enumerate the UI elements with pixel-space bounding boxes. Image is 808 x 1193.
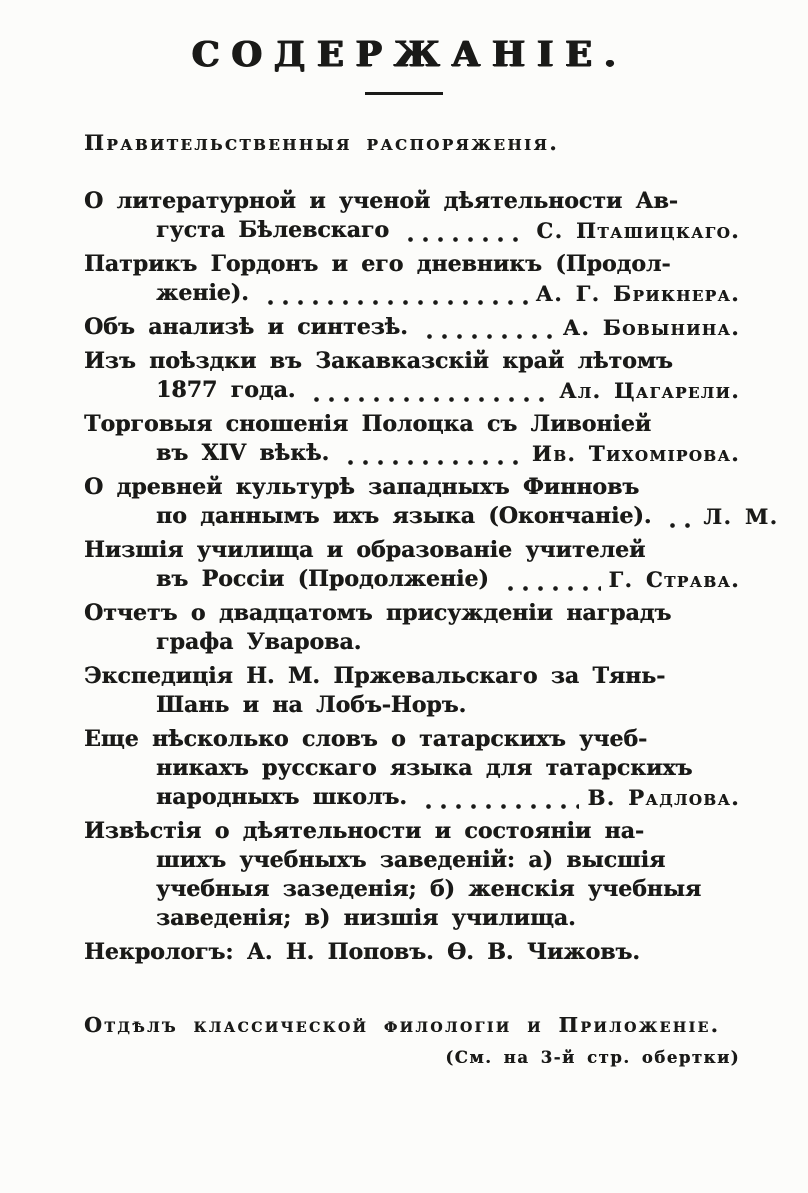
toc-author: А. Бовынина. (562, 315, 740, 340)
footer-note: (См. на 3-й стр. обертки) (445, 1048, 740, 1067)
toc-line-text: 1877 года. (156, 377, 296, 403)
toc-entry (84, 473, 779, 531)
toc-line (84, 938, 740, 967)
toc-line-text: шихъ учебныхъ заведеній: а) высшія (156, 847, 666, 873)
toc-line (84, 502, 779, 531)
toc-entry (84, 662, 740, 720)
toc-line-text: никахъ русскаго языка для татарскихъ (156, 755, 693, 781)
toc-line (84, 187, 740, 216)
toc-line-text: заведенія; в) низшія училища. (156, 905, 576, 931)
toc-line (84, 691, 740, 720)
toc-line (84, 783, 740, 812)
toc-line-text: Шань и на Лобъ-Норъ. (156, 692, 467, 718)
title-divider-rule (365, 92, 443, 95)
toc-line (84, 662, 740, 691)
toc-line-text: Низшія училища и образованіе учителей (84, 537, 646, 563)
dot-leader (399, 216, 528, 245)
content-column (84, 130, 779, 1067)
toc-line-text: по даннымъ ихъ языка (Окончаніе). (156, 503, 652, 529)
toc-entry (84, 347, 740, 405)
toc-line-text: Патрикъ Гордонъ и его дневникъ (Продол- (84, 251, 671, 277)
toc-entry (84, 250, 740, 308)
toc-author: С. Пташицкаго. (536, 218, 740, 243)
toc-line-text: Еще нѣсколько словъ о татарскихъ учеб- (84, 726, 648, 752)
toc-line (84, 628, 740, 657)
toc-author: В. Радлова. (587, 785, 740, 810)
toc-line (84, 599, 740, 628)
toc-line-text: густа Бѣлевскаго (156, 217, 389, 243)
toc-line (84, 250, 740, 279)
toc-line (84, 410, 740, 439)
toc-line (84, 536, 740, 565)
toc-line (84, 725, 740, 754)
dot-leader (417, 783, 580, 812)
toc-line-text: Извѣстія о дѣятельности и состояніи на- (84, 818, 644, 844)
dot-leader (339, 439, 524, 468)
toc-line-text: графа Уварова. (156, 629, 362, 655)
toc-line (84, 376, 740, 405)
toc-line (84, 347, 740, 376)
toc-entry (84, 536, 740, 594)
toc-line (84, 279, 740, 308)
toc-line-text: учебныя зазеденія; б) женскія учебныя (156, 876, 702, 902)
toc-line (84, 473, 740, 502)
toc-line-text: Объ анализѣ и синтезѣ. (84, 314, 408, 340)
toc-author: Ив. Тихомірова. (531, 441, 740, 466)
dot-leader (418, 313, 555, 342)
toc-entry (84, 599, 740, 657)
toc-line-text: Экспедиція Н. М. Пржевальскаго за Тянь- (84, 663, 666, 689)
toc-author: Г. Страва. (608, 567, 740, 592)
section-header: Правительственныя распоряженія. (84, 130, 560, 155)
toc-author: А. Г. Брикнера. (535, 281, 740, 306)
toc-line-text: О литературной и ученой дѣятельности Ав- (84, 188, 678, 214)
footer-section-title: Отдѣлъ классической филологіи и Приложеніе. (84, 1013, 721, 1037)
toc-entry (84, 187, 740, 245)
toc-line (84, 817, 740, 846)
toc-entry (84, 938, 740, 967)
toc-entry (84, 817, 740, 933)
toc-line (84, 439, 740, 468)
toc-line (84, 904, 740, 933)
toc-line (84, 565, 740, 594)
toc-line-text: женіе). (156, 280, 249, 306)
toc-line-text: въ Россіи (Продолженіе) (156, 566, 489, 592)
toc-line-text: Изъ поѣздки въ Закавказскій край лѣтомъ (84, 348, 673, 374)
toc-entry (84, 313, 740, 342)
dot-leader (661, 502, 695, 531)
toc-line (84, 846, 740, 875)
toc-line (84, 875, 740, 904)
toc-line-text: въ XIV вѣкѣ. (156, 440, 330, 466)
toc-entry (84, 410, 740, 468)
toc-list (84, 187, 779, 967)
toc-line-text: Торговыя сношенія Полоцка съ Ливоніей (84, 411, 652, 437)
dot-leader (305, 376, 551, 405)
toc-line-text: народныхъ школъ. (156, 784, 407, 810)
toc-line (84, 216, 740, 245)
page-title: СОДЕРЖАНІЕ. (191, 34, 628, 75)
toc-line-text: О древней культурѣ западныхъ Финновъ (84, 474, 640, 500)
dot-leader (259, 279, 528, 308)
toc-entry (84, 725, 740, 812)
toc-line (84, 754, 740, 783)
toc-line (84, 313, 740, 342)
toc-line-text: Отчетъ о двадцатомъ присужденіи наградъ (84, 600, 672, 626)
dot-leader (499, 565, 601, 594)
toc-line-text: Некрологъ: А. Н. Поповъ. Ѳ. В. Чижовъ. (84, 939, 640, 965)
toc-author: Л. М. (703, 504, 779, 529)
toc-author: Ал. Цагарели. (559, 378, 740, 403)
